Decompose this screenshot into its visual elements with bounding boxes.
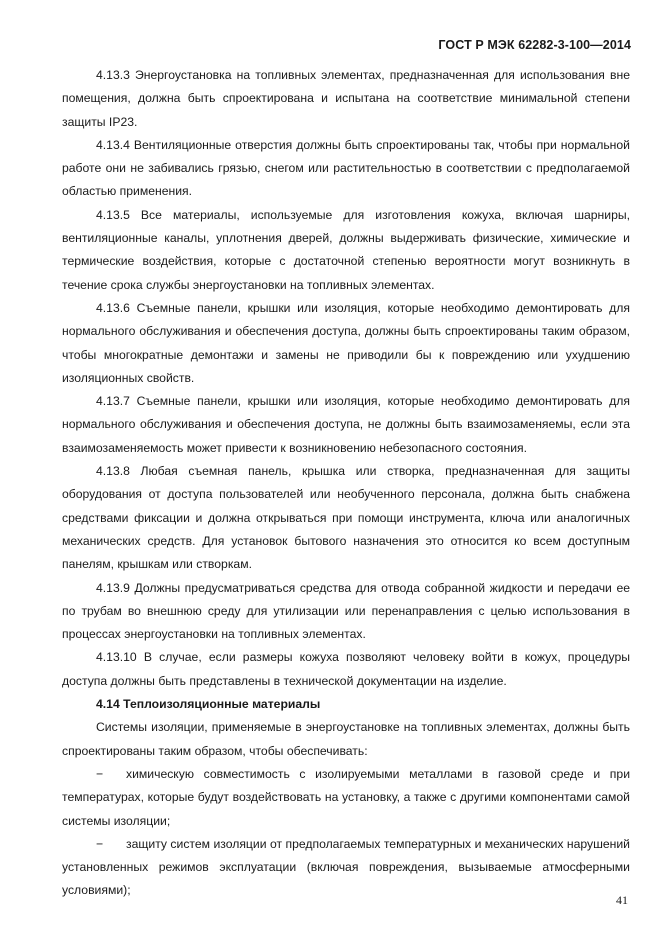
list-item — [62, 763, 630, 833]
document-body — [62, 64, 630, 903]
paragraph-4-13-4: 4.13.4 Вентиляционные отверстия должны быть спроектированы так, чтобы при нормальной работе они не забивались грязью, снегом или растительностью в соответствии с предполагаемой областью применения. — [62, 137, 630, 199]
dash-bullet: − — [96, 836, 104, 851]
paragraph-4-13-8: 4.13.8 Любая съемная панель, крышка или створка, предназначенная для защиты оборудования от доступа пользователей или необученного персонала, должна быть снабжена средствами фиксации и должна открываться при помощи инструмента, ключа или аналогичных механических средств. Для установок бытового назначения это относится ко всем доступным панелям, крышкам или створкам. — [62, 464, 630, 572]
paragraph-4-13-5: 4.13.5 Все материалы, используемые для изготовления кожуха, включая шарниры, вентиляционные каналы, уплотнения дверей, должны выдерживать физические, химические и термические воздействия, которые с достаточной степенью вероятности могут возникнуть в течение срока службы энергоустановки на топливных элементах. — [62, 207, 630, 292]
paragraph-4-13-7: 4.13.7 Съемные панели, крышки или изоляция, которые необходимо демонтировать для нормального обслуживания и обеспечения доступа, не должны быть взаимозаменяемы, если эта взаимозаменяемость может привести к возникновению небезопасного состояния. — [62, 394, 630, 455]
list-item — [62, 833, 630, 903]
paragraph-4-13-3: 4.13.3 Энергоустановка на топливных элементах, предназначенная для использования вне помещения, должна быть спроектирована и испытана на соответствие минимальной степени защиты IP23. — [62, 68, 630, 129]
dash-bullet: − — [96, 766, 104, 781]
list-item-text: защиту систем изоляции от предполагаемых температурных и механических нарушений установленных режимов эксплуатации (включая повреждения, вызываемые атмосферными условиями); — [62, 836, 630, 898]
section-intro: Системы изоляции, применяемые в энергоустановке на топливных элементах, должны быть спроектированы таким образом, чтобы обеспечивать: — [62, 720, 630, 758]
paragraph-4-13-6: 4.13.6 Съемные панели, крышки или изоляция, которые необходимо демонтировать для нормального обслуживания и обеспечения доступа, должны быть спроектированы таким образом, чтобы многократные демонтажи и замены не приводили бы к повреждению или ухудшению изоляционных свойств. — [62, 300, 630, 385]
section-heading-4-14: 4.14 Теплоизоляционные материалы — [96, 697, 321, 712]
paragraph-4-13-9: 4.13.9 Должны предусматриваться средства для отвода собранной жидкости и передачи ее по трубам во внешнюю среду для утилизации или перенаправления с целью использования в процессах энергоустановки на топливных элементах. — [62, 580, 630, 642]
page-number: 41 — [616, 893, 628, 907]
paragraph-4-13-10: 4.13.10 В случае, если размеры кожуха позволяют человеку войти в кожух, процедуры доступа должны быть представлены в технической документации на изделие. — [62, 650, 630, 688]
list-item-text: химическую совместимость с изолируемыми металлами в газовой среде и при температурах, которые будут воздействовать на установку, а также с другими компонентами самой системы изоляции; — [62, 766, 630, 828]
document-header: ГОСТ Р МЭК 62282-3-100—2014 — [438, 38, 631, 52]
